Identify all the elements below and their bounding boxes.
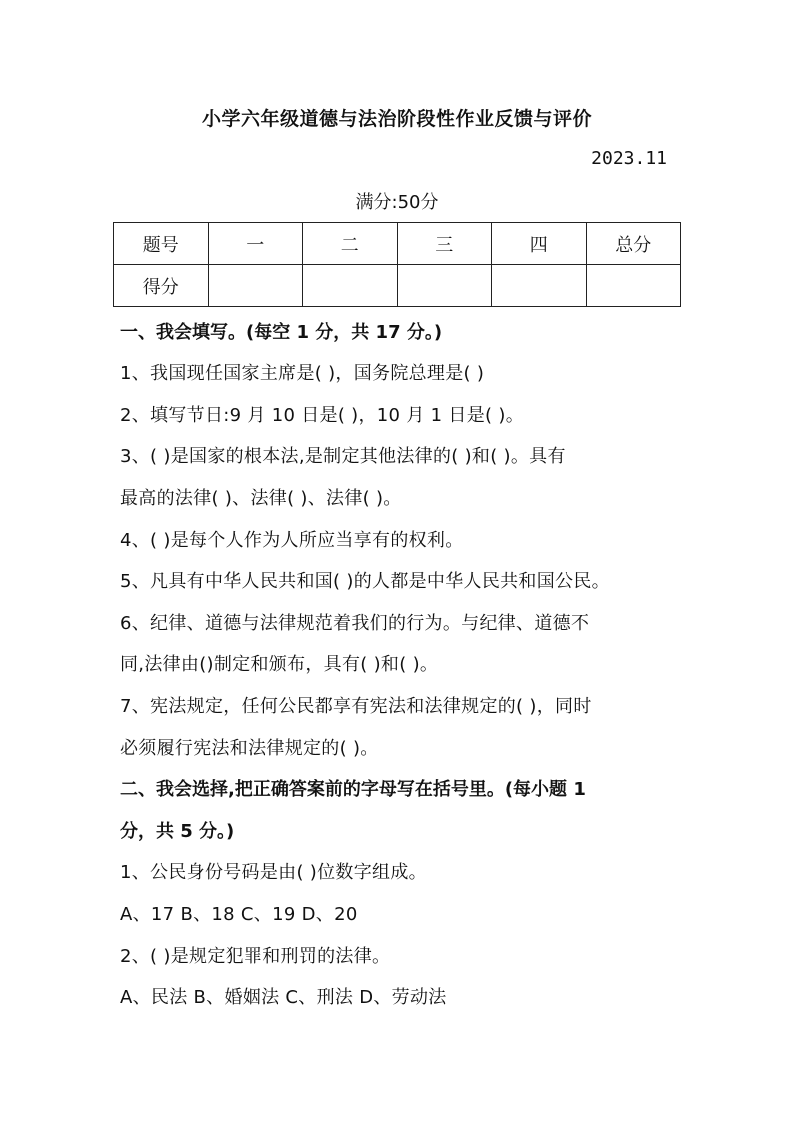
answer-options: A、民法 B、婚姻法 C、刑法 D、劳动法: [120, 987, 447, 1008]
score-table-score-row: [114, 265, 681, 307]
score-cell-header: 二: [303, 223, 398, 265]
score-cell-blank[interactable]: [586, 265, 681, 307]
score-cell-blank[interactable]: [397, 265, 492, 307]
answer-options: A、17 B、18 C、19 D、20: [120, 904, 358, 925]
question-line: 2、( )是规定犯罪和刑罚的法律。: [120, 946, 391, 967]
question-line: 必须履行宪法和法律规定的( )。: [120, 738, 379, 759]
question-line: 2、填写节日:9 月 10 日是( )，10 月 1 日是( )。: [120, 405, 524, 426]
score-row-label: 得分: [114, 265, 209, 307]
score-table-header-row: [114, 223, 681, 265]
score-cell-header: 总分: [586, 223, 681, 265]
question-line: 同,法律由()制定和颁布，具有( )和( )。: [120, 654, 439, 675]
full-score: 满分:50分: [355, 192, 439, 213]
score-cell-blank[interactable]: [303, 265, 398, 307]
exam-title: 小学六年级道德与法治阶段性作业反馈与评价: [201, 108, 592, 130]
score-cell-header: 三: [397, 223, 492, 265]
section1-heading: 一、我会填写。(每空 1 分，共 17 分。): [120, 322, 443, 343]
question-line: 4、( )是每个人作为人所应当享有的权利。: [120, 530, 464, 551]
score-cell-header: 一: [208, 223, 303, 265]
question-line: 最高的法律( )、法律( )、法律( )。: [120, 488, 402, 509]
question-line: 5、凡具有中华人民共和国( )的人都是中华人民共和国公民。: [120, 571, 610, 592]
section2-heading: 二、我会选择,把正确答案前的字母写在括号里。(每小题 1: [120, 779, 586, 800]
question-line: 7、宪法规定，任何公民都享有宪法和法律规定的( )，同时: [120, 696, 592, 717]
question-line: 6、纪律、道德与法律规范着我们的行为。与纪律、道德不: [120, 613, 590, 634]
score-cell-blank[interactable]: [492, 265, 587, 307]
score-cell-blank[interactable]: [208, 265, 303, 307]
exam-date: 2023.11: [591, 148, 667, 169]
score-cell-header: 四: [492, 223, 587, 265]
question-line: 3、( )是国家的根本法,是制定其他法律的( )和( )。具有: [120, 446, 566, 467]
score-cell-header: 题号: [114, 223, 209, 265]
question-line: 1、公民身份号码是由( )位数字组成。: [120, 862, 427, 883]
section2-heading-cont: 分，共 5 分。): [120, 821, 235, 842]
score-table: [113, 222, 681, 307]
question-line: 1、我国现任国家主席是( )，国务院总理是( ): [120, 363, 485, 384]
